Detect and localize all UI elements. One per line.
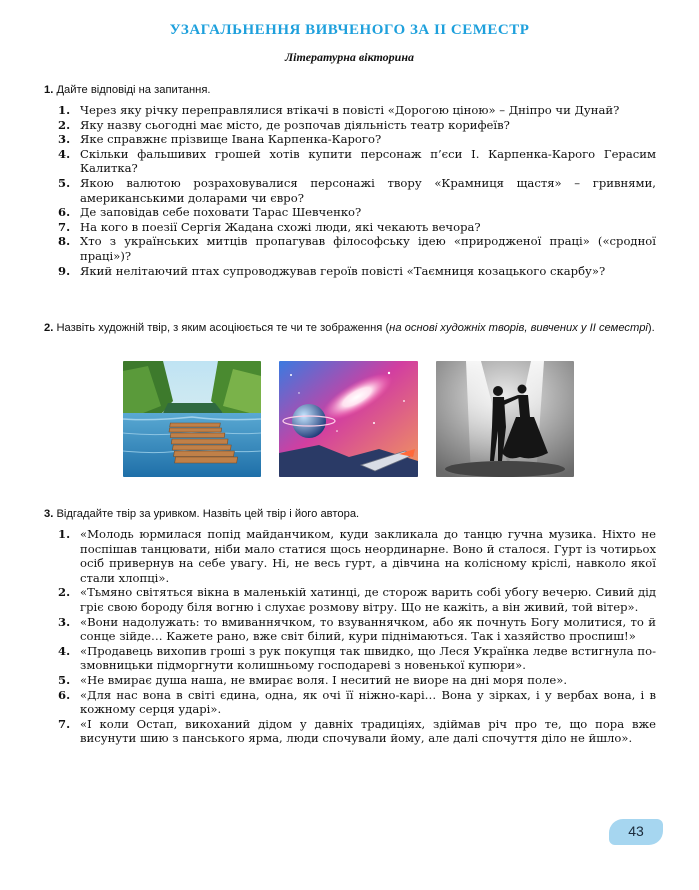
excerpt-item bbox=[58, 585, 656, 614]
task-1-questions bbox=[58, 103, 656, 278]
question-item bbox=[58, 118, 656, 133]
question-number: 4. bbox=[58, 146, 71, 161]
question-item bbox=[58, 264, 656, 279]
question-number: 1. bbox=[58, 103, 71, 117]
question-number: 5. bbox=[58, 175, 71, 190]
task-2-heading bbox=[44, 321, 656, 335]
excerpt-text: «Тьмяно світяться вікна в маленькій хатинці, де сторож варить собі убогу вечерю. Сивий дід гріє свою бороду біля вогню і слухає розмову вітру. Що не кажіть, а він живий, той вітер». bbox=[80, 585, 656, 614]
excerpt-item bbox=[58, 688, 656, 717]
question-item bbox=[58, 234, 656, 263]
question-text: Який нелітаючий птах супроводжував героїв повісті «Таємниця козацького скарбу»? bbox=[80, 263, 606, 278]
excerpt-number: 7. bbox=[58, 716, 71, 731]
task-2-end: ). bbox=[647, 322, 655, 334]
task-1-number: 1. bbox=[44, 84, 54, 96]
excerpt-number: 2. bbox=[58, 585, 71, 600]
task-3-number: 3. bbox=[44, 508, 54, 520]
dancing-couple-image bbox=[436, 361, 574, 477]
excerpt-text: «Для нас вона в світі єдина, одна, як очі її ніжно-карі… Вона у зірках, і у вербах вона, і в кожному серця ударі». bbox=[80, 687, 656, 717]
task-2-number: 2. bbox=[44, 322, 54, 334]
page-number: 43 bbox=[628, 823, 644, 839]
excerpt-number: 5. bbox=[58, 672, 71, 687]
question-text: Яку назву сьогодні має місто, де розпочав діяльність театр корифеїв? bbox=[80, 117, 510, 132]
excerpt-number: 6. bbox=[58, 687, 71, 702]
task-2-hint: на основі художніх творів, вивчених у ІІ семестрі bbox=[389, 322, 648, 334]
question-number: 3. bbox=[58, 132, 71, 147]
task-3-excerpts bbox=[58, 527, 656, 746]
excerpt-number: 4. bbox=[58, 643, 71, 658]
question-text: Якою валютою розраховувалися персонажі твору «Крамниця щастя» – гривнями, американськими доларами чи євро? bbox=[80, 175, 656, 205]
river-raft-image bbox=[123, 361, 261, 477]
excerpt-item bbox=[58, 717, 656, 746]
excerpt-text: «І коли Остап, викоханий дідом у давніх традиціях, здіймав річ про те, що пора вже висунути шию з панського ярма, люди спочували йому, але далі спочуття діло не йшло». bbox=[80, 716, 656, 746]
excerpt-text: «Не вмирає душа наша, не вмирає воля. І неситий не виоре на дні моря поле». bbox=[80, 672, 568, 687]
page-number-badge bbox=[609, 819, 663, 845]
question-number: 2. bbox=[58, 117, 71, 132]
question-text: Хто з українських митців пропагував філософську ідею «природженої праці» («сродної праці»)? bbox=[80, 234, 656, 263]
question-item bbox=[58, 176, 656, 205]
excerpt-text: «Продавець вихопив гроші з рук покупця так швидко, що Леся Українка ледве встигнула по-змовницьки підморгнути колишньому господареві з новенької купюри». bbox=[80, 643, 656, 673]
question-text: Скільки фальшивих грошей хотів купити персонаж п’єси І. Карпенка-Карого Герасим Калитка? bbox=[80, 146, 656, 176]
question-text: Де заповідав себе поховати Тарас Шевченко? bbox=[80, 205, 362, 220]
task-3-heading bbox=[44, 507, 656, 521]
page-subtitle: Літературна вікторина bbox=[284, 50, 415, 64]
question-number: 6. bbox=[58, 205, 71, 220]
excerpt-text: «Вони надолужать: то вмиваннячком, то взуваннячком, або як почнуть Богу молитися, то й сонце зійде… Кажете рано, вже світ білий, кури піднімаються. Так і хазяйство проспиш!» bbox=[80, 614, 656, 644]
excerpt-text: «Молодь юрмилася попід майданчиком, куди закликала до танцю гучна музика. Ніхто не поспішав танцювати, ніби мало статися щось неординарне. Воно й сталося. Гурт із чотирьох осіб привернув на себе увагу. Ні, не весь гурт, а дівчина на колісному кріслі, навколо якої стали хлопці». bbox=[80, 527, 656, 585]
excerpt-item bbox=[58, 673, 656, 688]
question-text: Яке справжнє прізвище Івана Карпенка-Карого? bbox=[80, 132, 382, 147]
excerpt-number: 1. bbox=[58, 527, 71, 541]
space-galaxy-image bbox=[279, 361, 418, 477]
task-2-text: Назвіть художній твір, з яким асоціюється те чи те зображення ( bbox=[56, 322, 390, 334]
excerpt-item bbox=[58, 527, 656, 585]
task-1-text: Дайте відповіді на запитання. bbox=[56, 84, 211, 96]
question-item bbox=[58, 205, 656, 220]
page-title: УЗАГАЛЬНЕННЯ ВИВЧЕНОГО ЗА ІІ СЕМЕСТР bbox=[169, 22, 530, 38]
task-3-text: Відгадайте твір за уривком. Назвіть цей твір і його автора. bbox=[56, 508, 360, 520]
question-text: На кого в поезії Сергія Жадана схожі люди, які чекають вечора? bbox=[80, 219, 481, 234]
question-item bbox=[58, 147, 656, 176]
question-number: 7. bbox=[58, 219, 71, 234]
excerpt-number: 3. bbox=[58, 614, 71, 629]
excerpt-item bbox=[58, 644, 656, 673]
task-1-heading bbox=[44, 83, 656, 97]
excerpt-item bbox=[58, 615, 656, 644]
question-number: 9. bbox=[58, 263, 71, 278]
question-item bbox=[58, 103, 656, 118]
question-number: 8. bbox=[58, 234, 71, 249]
question-item bbox=[58, 132, 656, 147]
question-text: Через яку річку переправлялися втікачі в повісті «Дорогою ціною» – Дніпро чи Дунай? bbox=[80, 103, 620, 117]
question-item bbox=[58, 220, 656, 235]
